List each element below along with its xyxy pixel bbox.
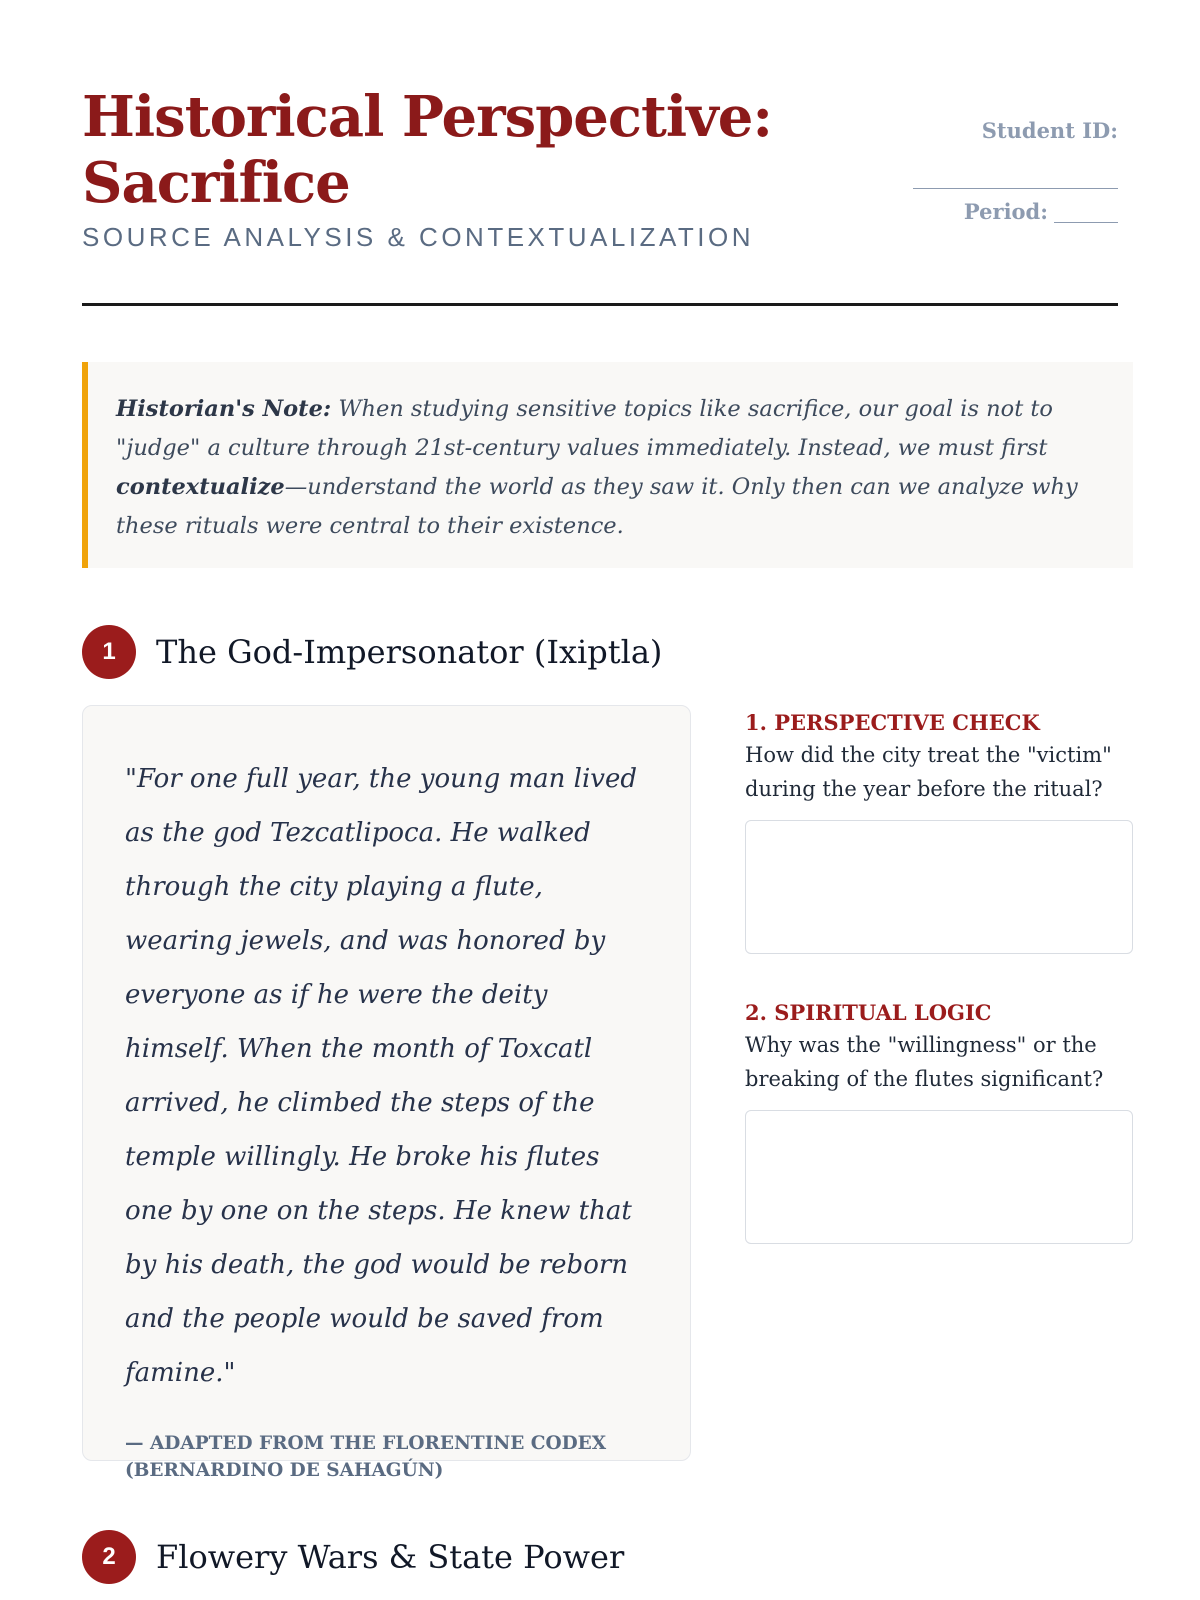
title-line-1: Historical Perspective: (82, 84, 772, 150)
period-row (913, 199, 1118, 224)
source-quote: "For one full year, the young man lived as the god Tezcatlipoca. He walked through the city playing a flute, wearing jewels, and was honored by everyone as if he were the deity himself. When the month of Toxcatl arrived, he climbed the steps of the temple willingly. He broke his flutes one by one on the steps. He knew that by his death, the god would be reborn and the people would be saved from famine." (125, 764, 638, 1388)
section-2-title: Flowery Wars & State Power (156, 1538, 625, 1576)
question-1 (745, 708, 1133, 954)
question-2-text: Why was the "willingness" or the breaking of the flutes significant? (745, 1033, 1104, 1091)
student-id-label: Student ID: (981, 118, 1118, 143)
period-label: Period: (963, 199, 1048, 224)
questions-column (745, 708, 1133, 1288)
section-1-number-badge: 1 (82, 625, 136, 679)
page-subtitle: SOURCE ANALYSIS & CONTEXTUALIZATION (82, 222, 754, 252)
title-line-2: Sacrifice (82, 150, 350, 216)
question-2-answer-box[interactable] (745, 1110, 1133, 1244)
question-1-text: How did the city treat the "victim" during the year before the ritual? (745, 743, 1112, 801)
source-attribution: — ADAPTED FROM THE FLORENTINE CODEX (BERNARDINO DE SAHAGÚN) (125, 1433, 607, 1481)
historians-note (82, 362, 1133, 568)
page-title (82, 84, 802, 216)
note-text-2: —understand the world as they saw it. Only then can we analyze why these rituals were central to their existence. (116, 474, 1078, 539)
primary-source-box (82, 705, 691, 1481)
question-1-label: 1. PERSPECTIVE CHECK (745, 710, 1040, 735)
period-field[interactable] (1054, 222, 1118, 223)
section-1-heading (82, 625, 662, 679)
note-lead: Historian's Note: (116, 396, 332, 422)
question-1-answer-box[interactable] (745, 820, 1133, 954)
section-1-title: The God-Impersonator (Ixiptla) (156, 633, 663, 671)
section-2-heading (82, 1530, 624, 1584)
question-2-label: 2. SPIRITUAL LOGIC (745, 1000, 992, 1025)
student-meta (913, 118, 1118, 224)
note-emphasis: contextualize (116, 474, 285, 500)
note-text-1: When studying sensitive topics like sacrifice, our goal is not to "judge" a culture through 21st-century values immediately. Instead, we must first (116, 396, 1053, 461)
section-2-number-badge: 2 (82, 1530, 136, 1584)
question-2 (745, 998, 1133, 1244)
header (82, 0, 1118, 306)
student-id-field[interactable] (913, 143, 1118, 189)
